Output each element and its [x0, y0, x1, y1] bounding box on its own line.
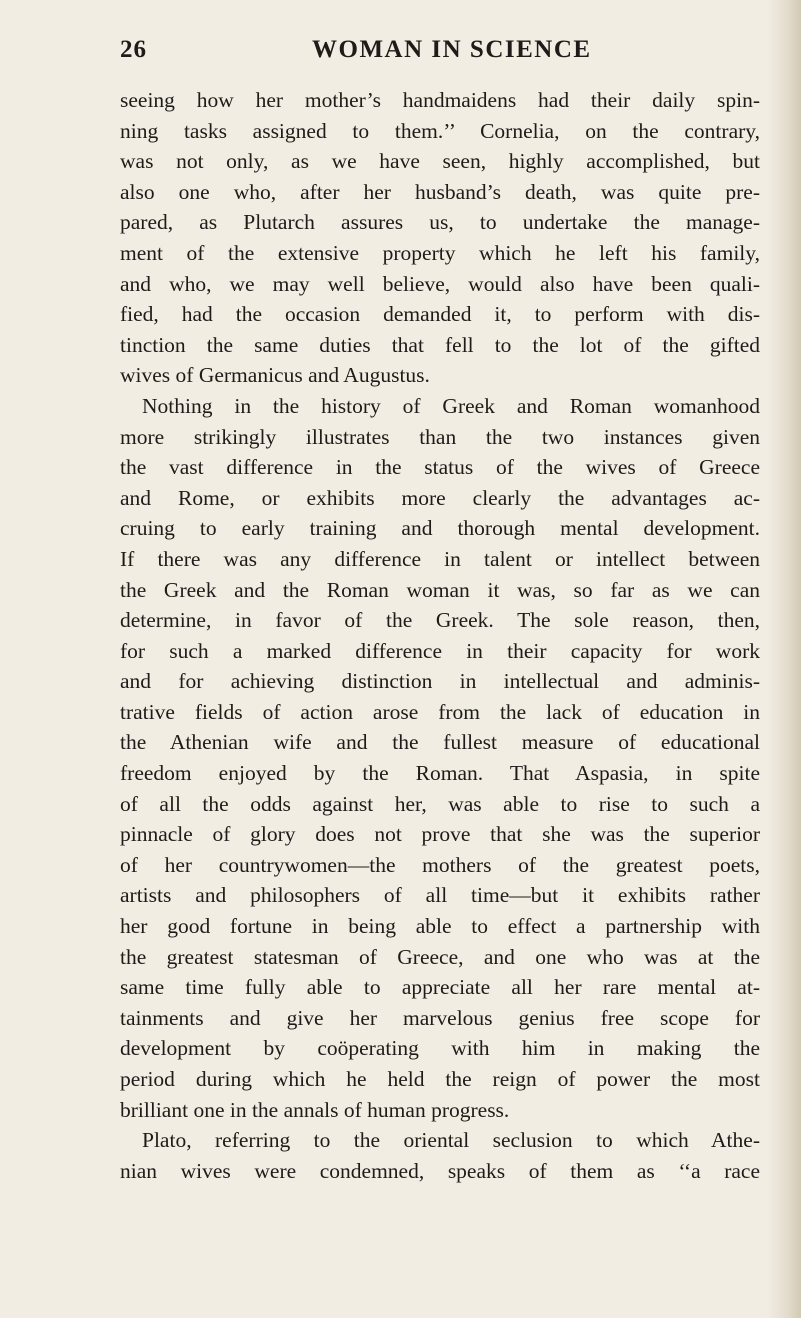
text-line: period during which he held the reign of power the most: [120, 1067, 760, 1091]
page-header: [120, 36, 760, 70]
text-line: pared, as Plutarch assures us, to undertake the manage-: [120, 210, 760, 235]
text-line: the Athenian wife and the fullest measure of educational: [120, 730, 760, 755]
text-line: development by coöperating with him in making the: [120, 1036, 760, 1061]
text-line: fied, had the occasion demanded it, to perform with dis-: [120, 302, 760, 327]
text-line: cruing to early training and thorough mental development.: [120, 516, 760, 541]
body-text: [120, 85, 760, 1186]
text-line: the Greek and the Roman woman it was, so far as we can: [120, 577, 760, 602]
text-line: artists and philosophers of all time—but it exhibits rather: [120, 883, 760, 908]
text-line: determine, in favor of the Greek. The sole reason, then,: [120, 608, 760, 633]
text-line: ment of the extensive property which he left his family,: [120, 240, 760, 265]
text-line: tainments and give her marvelous genius free scope for: [120, 1005, 760, 1030]
text-line: of her countrywomen—the mothers of the greatest poets,: [120, 852, 760, 877]
text-line: was not only, as we have seen, highly accomplished, but: [120, 149, 760, 174]
text-line: the vast difference in the status of the wives of Greece: [120, 455, 760, 480]
text-line: ning tasks assigned to them.’’ Cornelia, on the contrary,: [120, 118, 760, 143]
text-line: and for achieving distinction in intellectual and adminis-: [120, 669, 760, 694]
text-line: seeing how her mother’s handmaidens had their daily spin-: [120, 88, 760, 112]
text-line: freedom enjoyed by the Roman. That Aspasia, in spite: [120, 761, 760, 786]
text-line: and who, we may well believe, would also have been quali-: [120, 271, 760, 296]
paragraph-end-line: brilliant one in the annals of human progress.: [120, 1097, 510, 1122]
text-line: tinction the same duties that fell to the lot of the gifted: [120, 332, 760, 357]
page-number: 26: [120, 36, 147, 63]
text-line: of all the odds against her, was able to rise to such a: [120, 791, 760, 816]
text-line: nian wives were condemned, speaks of them as ‘‘a race: [120, 1158, 760, 1183]
text-line: If there was any difference in talent or intellect between: [120, 546, 760, 571]
paragraph-start-line: Nothing in the history of Greek and Roman womanhood: [142, 393, 760, 418]
text-line: also one who, after her husband’s death, was quite pre-: [120, 179, 760, 204]
paragraph-end-line: wives of Germanicus and Augustus.: [120, 363, 430, 388]
text-line: and Rome, or exhibits more clearly the advantages ac-: [120, 485, 760, 510]
text-line: the greatest statesman of Greece, and one who was at the: [120, 944, 760, 969]
text-line: more strikingly illustrates than the two instances given: [120, 424, 760, 449]
text-line: her good fortune in being able to effect a partnership with: [120, 914, 760, 939]
text-line: for such a marked difference in their capacity for work: [120, 638, 760, 663]
page-edge-shadow: [767, 0, 801, 1318]
paragraph-start-line: Plato, referring to the oriental seclusion to which Athe-: [142, 1128, 760, 1153]
text-line: same time fully able to appreciate all her rare mental at-: [120, 975, 760, 1000]
text-line: trative fields of action arose from the lack of education in: [120, 699, 760, 724]
text-line: pinnacle of glory does not prove that she was the superior: [120, 822, 760, 847]
running-title: WOMAN IN SCIENCE: [312, 36, 592, 63]
